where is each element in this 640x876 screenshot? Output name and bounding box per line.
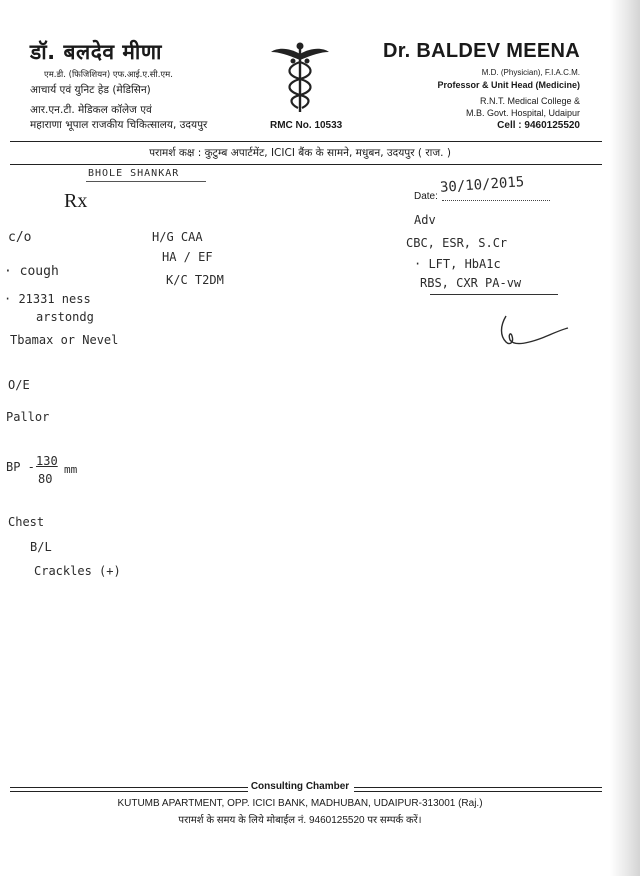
header-rule-top <box>10 141 602 142</box>
handwritten-date: 30/10/2015 <box>439 174 525 196</box>
note-crackles: Crackles (+) <box>34 564 121 578</box>
cell-number: Cell : 9460125520 <box>497 120 580 131</box>
note-bp-diastolic: 80 <box>38 472 53 486</box>
advice-underline <box>430 294 558 295</box>
signature-mark <box>496 312 572 352</box>
patient-name: BHOLE SHANKAR <box>88 168 180 179</box>
degrees-english: M.D. (Physician), F.I.A.C.M. <box>481 68 580 77</box>
note-bp-unit: mm <box>64 463 78 476</box>
note-line-3: · 21331 ness <box>4 292 91 306</box>
date-dotted-line <box>442 200 550 201</box>
note-cough: · cough <box>4 264 59 279</box>
college-english: R.N.T. Medical College & <box>479 96 580 106</box>
doctor-name-hindi: डॉ. बलदेव मीणा <box>30 40 162 64</box>
footer-rule-right <box>354 787 602 792</box>
rmc-number: RMC No. 10533 <box>270 120 343 131</box>
note-bp-label: BP - <box>6 460 35 474</box>
header-rule-bottom <box>10 164 602 165</box>
advice-line-3: RBS, CXR PA-vw <box>420 276 522 290</box>
hospital-hindi: महाराणा भूपाल राजकीय चिकित्सालय, उदयपुर <box>30 119 208 131</box>
advice-line-2: · LFT, HbA1c <box>414 257 501 271</box>
history-line-2: HA / EF <box>162 250 213 264</box>
note-line-4: arstondg <box>36 310 94 324</box>
note-bl: B/L <box>30 540 52 554</box>
history-line-1: H/G CAA <box>152 230 203 244</box>
note-chest: Chest <box>8 515 45 529</box>
hospital-english: M.B. Govt. Hospital, Udaipur <box>465 108 580 118</box>
caduceus-icon <box>268 40 332 116</box>
address-bar: परामर्श कक्ष : कुटुम्ब अपार्टमेंट, ICICI बैंक के सामने, मधुबन, उदयपुर ( राज. ) <box>149 147 451 159</box>
note-oe: O/E <box>8 378 30 392</box>
advice-line-1: CBC, ESR, S.Cr <box>406 236 508 250</box>
footer-title: Consulting Chamber <box>250 781 350 792</box>
patient-name-underline <box>86 181 206 182</box>
footer-address: KUTUMB APARTMENT, OPP. ICICI BANK, MADHUBAN, UDAIPUR-313001 (Raj.) <box>117 798 483 809</box>
date-label: Date: <box>414 191 438 202</box>
rx-symbol: Rx <box>64 190 88 212</box>
advice-heading: Adv <box>414 213 436 227</box>
note-bp-systolic: 130 <box>36 454 58 468</box>
degrees-hindi: एम.डी. (फिजिशियन) एफ.आई.ए.सी.एम. <box>44 70 173 80</box>
doctor-name-english: Dr. BALDEV MEENA <box>382 40 580 62</box>
footer-contact: परामर्श के समय के लिये मोबाईल नं. 9460125520 पर सम्पर्क करें। <box>178 815 422 826</box>
scan-edge-shadow <box>610 0 640 876</box>
note-pallor: Pallor <box>6 410 50 424</box>
college-hindi: आर.एन.टी. मेडिकल कॉलेज एवं <box>30 104 152 116</box>
position-english: Professor & Unit Head (Medicine) <box>437 80 580 90</box>
note-co: c/o <box>8 230 32 245</box>
position-hindi: आचार्य एवं युनिट हेड (मेडिसिन) <box>30 84 151 96</box>
note-line-5: Tbamax or Nevel <box>10 333 119 347</box>
history-line-3: K/C T2DM <box>166 273 224 287</box>
